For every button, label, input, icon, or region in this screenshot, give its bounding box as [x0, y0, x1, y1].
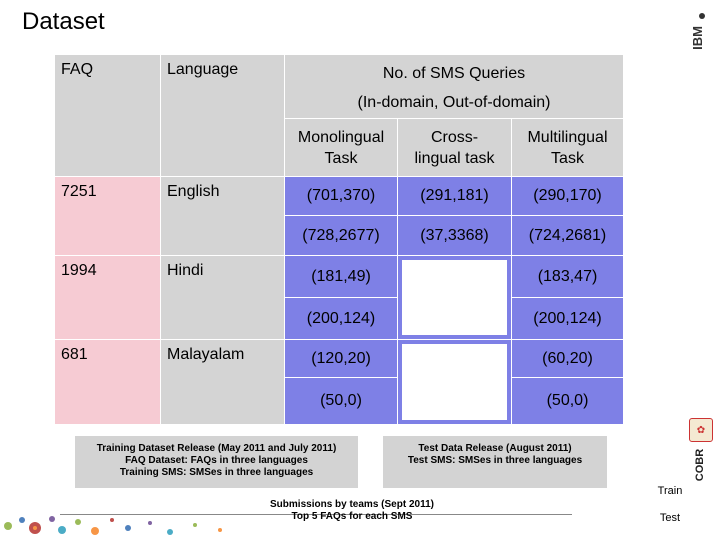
empty-cell-inner [402, 344, 507, 420]
legend-train: Train [657, 485, 683, 497]
test-release-note: Test Data Release (August 2011) Test SMS: SMSes in three languages [383, 436, 607, 488]
cobr-logo [690, 445, 716, 485]
header-monolingual: Monolingual Task [285, 119, 397, 176]
header-sms-label: No. of SMS Queries [382, 65, 526, 82]
faq-cell: 681 [55, 340, 160, 424]
empty-crosslingual-hindi [398, 256, 511, 339]
test-multilingual-english: (724,2681) [512, 216, 623, 255]
ibm-logo [688, 8, 716, 68]
empty-cell-inner [402, 260, 507, 335]
svg-text:IBM: IBM [690, 26, 705, 50]
test-monolingual-malayalam: (50,0) [285, 378, 397, 424]
emblem-icon: ✿ [689, 418, 713, 442]
test-monolingual-english: (728,2677) [285, 216, 397, 255]
legend-test: Test [659, 512, 681, 524]
faq-cell: 7251 [55, 177, 160, 255]
train-monolingual-hindi: (181,49) [285, 256, 397, 297]
faq-cell: 1994 [55, 256, 160, 339]
svg-text:COBR: COBR [694, 448, 706, 482]
train-monolingual-malayalam: (120,20) [285, 340, 397, 377]
header-sms-queries [285, 55, 623, 118]
header-language: Language [161, 55, 284, 176]
page-title: Dataset [22, 8, 105, 35]
train-monolingual-english: (701,370) [285, 177, 397, 215]
language-cell: Hindi [161, 256, 284, 339]
train-multilingual-english: (290,170) [512, 177, 623, 215]
header-faq: FAQ [55, 55, 160, 176]
header-multilingual: Multilingual Task [512, 119, 623, 176]
header-crosslingual: Cross-lingual task [398, 119, 511, 176]
train-crosslingual-english: (291,181) [398, 177, 511, 215]
train-multilingual-hindi: (183,47) [512, 256, 623, 297]
language-cell: English [161, 177, 284, 255]
train-multilingual-malayalam: (60,20) [512, 340, 623, 377]
decorative-dots [0, 506, 240, 540]
training-release-note: Training Dataset Release (May 2011 and July 2011) FAQ Dataset: FAQs in three languages Training SMS: SMSes in three languages [75, 436, 358, 488]
test-monolingual-hindi: (200,124) [285, 298, 397, 339]
empty-crosslingual-malayalam [398, 340, 511, 424]
test-crosslingual-english: (37,3368) [398, 216, 511, 255]
test-multilingual-malayalam: (50,0) [512, 378, 623, 424]
header-sms-sublabel: (In-domain, Out-of-domain) [357, 94, 551, 111]
submissions-note: Submissions by teams (Sept 2011) Top 5 FAQs for each SMS [270, 499, 434, 522]
language-cell: Malayalam [161, 340, 284, 424]
test-multilingual-hindi: (200,124) [512, 298, 623, 339]
